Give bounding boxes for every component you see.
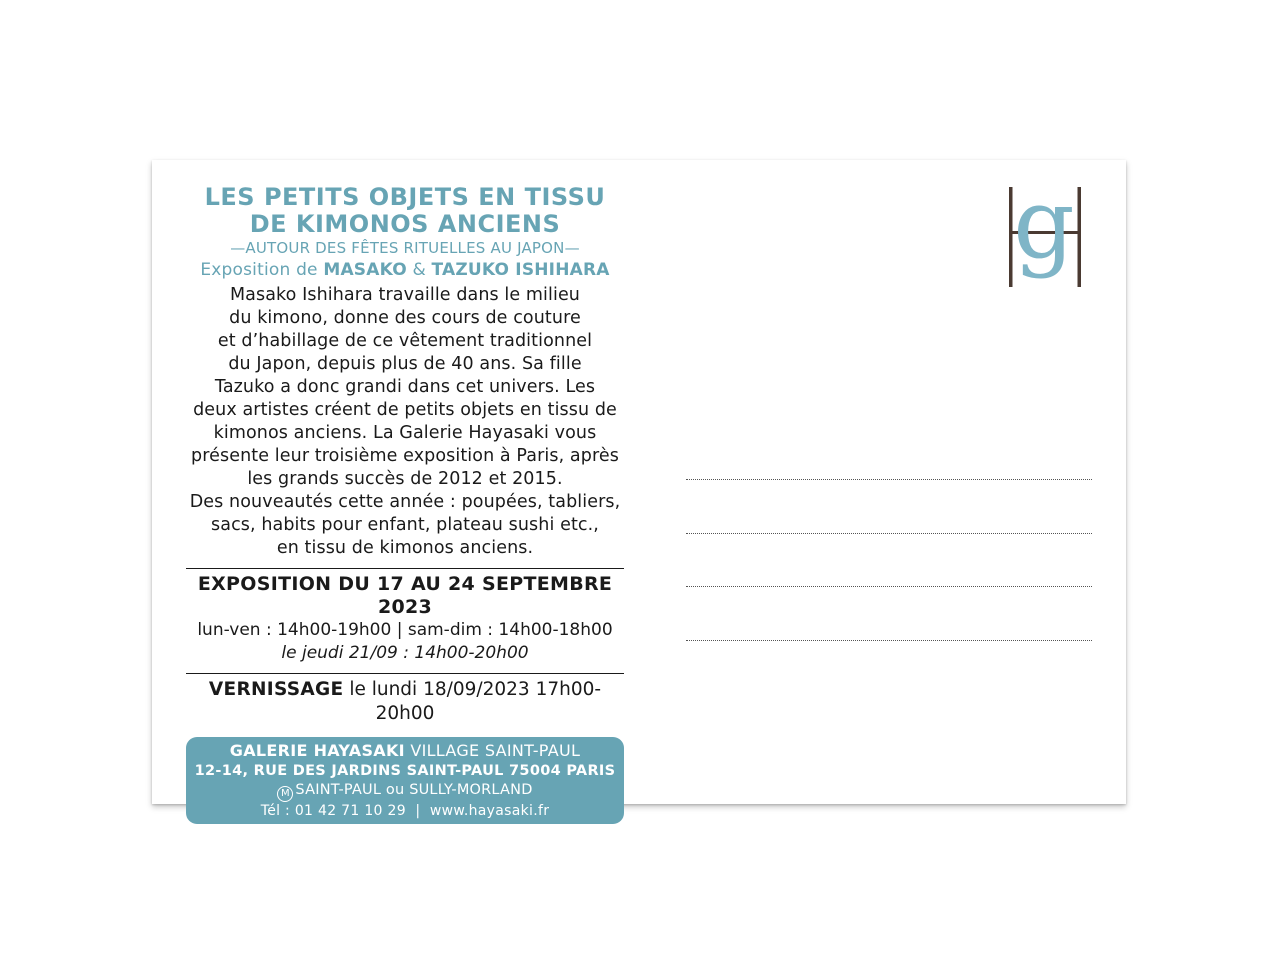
vernissage-line — [186, 678, 624, 726]
description-line: Masako Ishihara travaille dans le milieu — [229, 285, 581, 305]
thursday-hours: le jeudi 21/09 : 14h00-20h00 — [281, 643, 529, 663]
gallery-village: VILLAGE SAINT-PAUL — [404, 741, 581, 760]
metro-stations: SAINT-PAUL ou SULLY-MORLAND — [295, 782, 533, 798]
artists-prefix: Exposition de — [200, 260, 324, 280]
metro-icon: M — [277, 786, 293, 802]
artist-tazuko: TAZUKO ISHIHARA — [431, 260, 610, 280]
description-line: Des nouveautés cette année : poupées, tabliers, — [189, 492, 621, 512]
gallery-g-logo-icon — [1008, 187, 1082, 287]
description-line: en tissu de kimonos anciens. — [276, 538, 534, 558]
opening-hours: lun-ven : 14h00-19h00 | sam-dim : 14h00-18h00 — [197, 620, 613, 640]
gallery-address: 12-14, RUE DES JARDINS SAINT-PAUL 75004 PARIS — [194, 763, 616, 779]
artist-masako: MASAKO — [323, 260, 407, 280]
exposition-dates: EXPOSITION DU 17 AU 24 SEPTEMBRE 2023 — [197, 573, 613, 618]
description-line: du kimono, donne des cours de couture — [229, 308, 581, 328]
vernissage-date: le lundi 18/09/2023 17h00-20h00 — [343, 679, 602, 724]
description-line: et d’habillage de ce vêtement traditionnel — [217, 331, 593, 351]
description-line: du Japon, depuis plus de 40 ans. Sa fille — [228, 354, 582, 374]
gallery-info-box — [186, 737, 624, 824]
description-line: les grands succès de 2012 et 2015. — [247, 469, 563, 489]
description-line: sacs, habits pour enfant, plateau sushi etc., — [211, 515, 599, 535]
metro-line — [186, 782, 624, 802]
description-text — [186, 284, 624, 560]
gallery-name: GALERIE HAYASAKI — [229, 741, 405, 760]
description-line: deux artistes créent de petits objets en tissu de — [193, 400, 617, 420]
address-line-3 — [686, 586, 1092, 587]
address-line-1 — [686, 479, 1092, 480]
artists-ampersand: & — [406, 260, 432, 280]
gallery-contact: Tél : 01 42 71 10 29 | www.hayasaki.fr — [260, 803, 550, 819]
description-line: kimonos anciens. La Galerie Hayasaki vous — [213, 423, 597, 443]
address-line-2 — [686, 533, 1092, 534]
logo-letter: g — [1013, 187, 1075, 280]
exhibition-subtitle: —AUTOUR DES FÊTES RITUELLES AU JAPON— — [230, 239, 580, 257]
divider — [186, 673, 624, 674]
description-line: présente leur troisième exposition à Paris, après — [191, 446, 619, 466]
vernissage-label: VERNISSAGE — [208, 679, 344, 700]
description-line: Tazuko a donc grandi dans cet univers. Les — [214, 377, 596, 397]
postcard — [152, 160, 1126, 819]
postcard-text-column — [186, 184, 624, 824]
exhibition-title — [186, 184, 624, 238]
title-line-1: LES PETITS OBJETS EN TISSU — [204, 183, 606, 211]
divider — [186, 568, 624, 569]
address-line-4 — [686, 640, 1092, 641]
title-line-2: DE KIMONOS ANCIENS — [249, 210, 561, 238]
gallery-name-line — [186, 741, 624, 761]
artists-line — [186, 258, 624, 282]
